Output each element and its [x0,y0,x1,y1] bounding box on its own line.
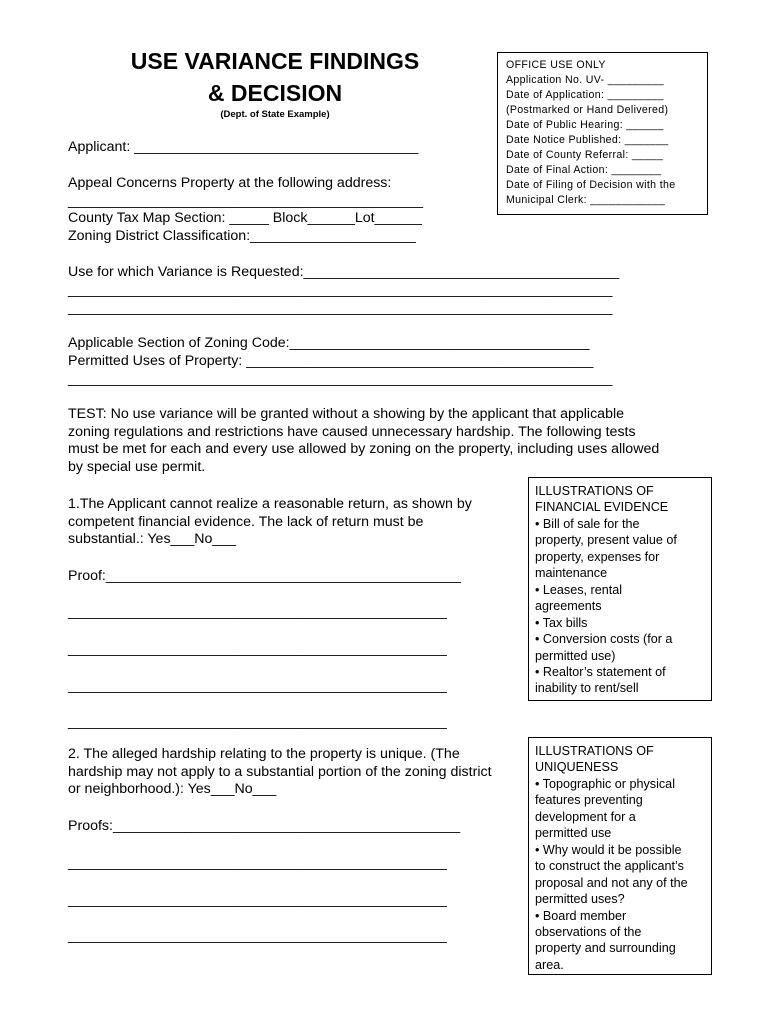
municipal-clerk-field[interactable]: Municipal Clerk: ____________ [506,194,666,206]
box-line: • Board member [535,908,627,923]
box-line: • Tax bills [535,615,588,630]
financial-evidence-box [528,477,712,701]
box-line: property, expenses for [535,549,660,564]
test1-statement [68,496,472,549]
test1-proof-field[interactable]: Proof:_____________________________________________ [68,568,461,584]
application-no-field[interactable]: Application No. UV- _________ [506,74,664,86]
test1-yes-no-field[interactable]: substantial.: Yes___No___ [68,531,237,548]
box-line: inability to rent/sell [535,681,639,696]
permitted-uses-blank-line[interactable]: _____________________________________________________________________ [68,371,613,387]
box-line: ILLUSTRATIONS OF [535,484,654,498]
box-line: features preventing [535,793,643,808]
test-paragraph [68,406,659,476]
box-line: • Leases, rental [535,582,623,597]
use-requested-blank-line[interactable]: _____________________________________________________________________ [68,282,613,298]
test1-line: 1.The Applicant cannot realize a reasonable return, as shown by [68,496,472,512]
office-use-box [497,52,708,215]
box-line: observations of the [535,924,642,939]
box-line: proposal and not any of the [535,875,688,890]
date-of-application-field[interactable]: Date of Application: _________ [506,89,664,101]
date-filing-decision-label: Date of Filing of Decision with the [506,179,676,191]
date-county-referral-field[interactable]: Date of County Referral: _____ [506,149,664,161]
test-line: must be met for each and every use allowed by zoning on the property, including uses allowed [68,441,660,458]
box-line: ILLUSTRATIONS OF [535,744,654,758]
box-line: development for a [535,809,636,824]
box-line: FINANCIAL EVIDENCE [535,500,669,515]
test2-proof-blank-line[interactable]: ________________________________________________ [68,855,447,871]
test-line: by special use permit. [68,458,206,475]
use-requested-blank-line[interactable]: _____________________________________________________________________ [68,300,613,316]
test-line: zoning regulations and restrictions have caused unnecessary hardship. The following tests [68,423,636,440]
test1-proof-blank-line[interactable]: ________________________________________________ [68,641,447,657]
box-line: area. [535,957,564,972]
applicant-field[interactable]: Applicant: ____________________________________ [68,139,419,155]
box-line: UNIQUENESS [535,760,619,775]
test-line: TEST: No use variance will be granted without a showing by the applicant that applicable [68,406,624,422]
box-line: property, present value of [535,533,677,548]
date-public-hearing-field[interactable]: Date of Public Hearing: ______ [506,119,664,131]
test2-line: 2. The alleged hardship relating to the property is unique. (The [68,746,460,762]
applicable-section-field[interactable]: Applicable Section of Zoning Code:______________________________________ [68,335,590,351]
box-line: property and surrounding [535,941,676,956]
box-line: to construct the applicant’s [535,859,684,874]
test2-yes-no-field[interactable]: or neighborhood.): Yes___No___ [68,781,277,798]
box-line: permitted use) [535,648,616,663]
test2-proof-blank-line[interactable]: ________________________________________________ [68,892,447,908]
box-line: maintenance [535,566,608,581]
use-requested-field[interactable]: Use for which Variance is Requested:________________________________________ [68,264,620,280]
box-line: • Conversion costs (for a [535,632,673,647]
date-final-action-field[interactable]: Date of Final Action: ________ [506,164,662,176]
test2-proofs-field[interactable]: Proofs:____________________________________________ [68,818,461,834]
zoning-district-field[interactable]: Zoning District Classification:_____________________ [68,228,416,244]
page-title-line2: & DECISION [207,80,343,106]
box-line: • Realtor’s statement of [535,664,666,679]
test1-line: competent financial evidence. The lack of return must be [68,513,424,530]
postmarked-note: (Postmarked or Hand Delivered) [506,104,669,116]
uniqueness-box [528,737,712,975]
page-title: USE VARIANCE FINDINGS [130,48,420,74]
box-line: permitted use [535,826,612,841]
appeal-address-label: Appeal Concerns Property at the following address: [68,175,392,191]
test1-proof-blank-line[interactable]: ________________________________________________ [68,678,447,694]
test1-proof-blank-line[interactable]: ________________________________________________ [68,604,447,620]
box-line: • Why would it be possible [535,842,682,857]
tax-map-field[interactable]: County Tax Map Section: _____ Block______Lot______ [68,210,422,226]
office-use-heading: OFFICE USE ONLY [506,59,606,71]
box-line: permitted uses? [535,892,625,907]
box-line: • Bill of sale for the [535,516,640,531]
test2-proof-blank-line[interactable]: ________________________________________________ [68,928,447,944]
test2-line: hardship may not apply to a substantial portion of the zoning district [68,763,492,780]
permitted-uses-field[interactable]: Permitted Uses of Property: ____________________________________________ [68,353,594,369]
date-notice-published-field[interactable]: Date Notice Published: _______ [506,134,669,146]
test1-proof-blank-line[interactable]: ________________________________________________ [68,714,447,730]
page-subtitle: (Dept. of State Example) [220,109,330,120]
box-line: • Topographic or physical [535,776,675,791]
test2-statement [68,746,492,799]
address-blank-line[interactable]: _____________________________________________ [68,193,424,209]
box-line: agreements [535,599,602,614]
